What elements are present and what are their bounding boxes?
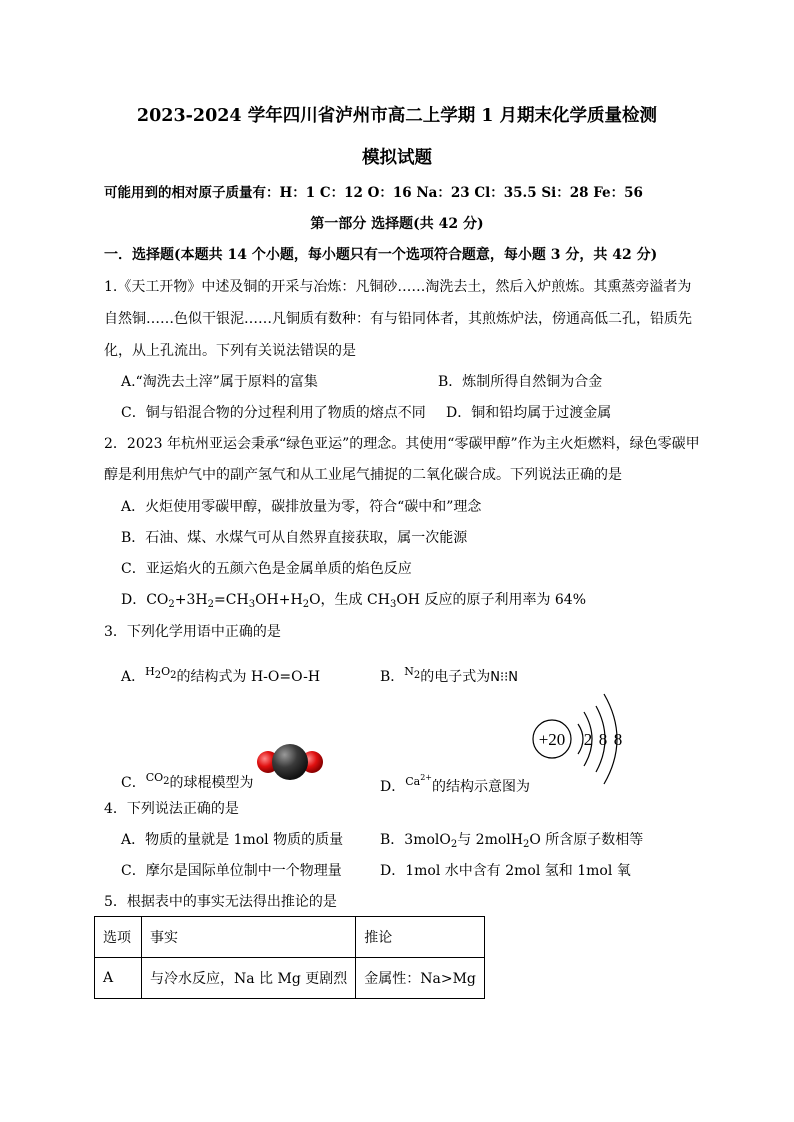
atomic-masses: 可能用到的相对原子质量有：H：1 C：12 O：16 Na：23 Cl：35.5 Si：28 Fe：56: [104, 185, 643, 201]
q4-option-d: D．1mol 水中含有 2mol 氢和 1mol 氧: [380, 863, 631, 879]
table-header-fact: 事实: [142, 917, 356, 958]
q2-option-a: A．火炬使用零碳甲醇，碳排放量为零，符合“碳中和”理念: [121, 499, 482, 515]
section-heading: 一．选择题(本题共 14 个小题，每小题只有一个选项符合题意，每小题 3 分，共 42 分): [104, 247, 658, 263]
q3-option-d: D．$^{Ca^{2+}}$的结构示意图为: [380, 773, 531, 795]
q4-option-c: C．摩尔是国际单位制中一个物理量: [121, 863, 342, 879]
table-header-option: 选项: [95, 917, 142, 958]
n2-electron-formula: N⁝⁝N: [490, 670, 519, 685]
q1-option-a: A.“淘洗去土滓”属于原料的富集: [121, 374, 318, 390]
table-header-row: [95, 917, 485, 958]
q1-stem-line2: 自然铜……色似干银泥……凡铜质有数种：有与铅同体者，其煎炼炉法，傍通高低二孔，铅质先: [104, 311, 692, 327]
co2-ball-stick-model-icon: [256, 742, 324, 782]
exam-title: 2023-2024 学年四川省泸州市高二上学期 1 月期末化学质量检测: [136, 106, 658, 126]
q5-stem: 5．根据表中的事实无法得出推论的是: [104, 894, 337, 910]
q3-option-c: C．$^{CO2}$的球棍模型为: [121, 771, 254, 791]
q2-stem-line1: 2．2023 年杭州亚运会秉承“绿色亚运”的理念。其使用“零碳甲醇”作为主火炬燃料，绿色零碳甲: [104, 436, 700, 452]
exam-subtitle: 模拟试题: [362, 148, 432, 168]
nucleus-charge: +20: [538, 730, 566, 749]
q5-table: [94, 916, 485, 999]
table-header-inference: 推论: [356, 917, 485, 958]
shell-electrons-1: 2: [583, 730, 593, 749]
table-row: [95, 958, 485, 999]
shell-arc-1: [578, 724, 583, 754]
shell-electrons-3: 8: [613, 730, 623, 749]
q1-stem-line3: 化，从上孔流出。下列有关说法错误的是: [104, 343, 356, 359]
q3-stem: 3．下列化学用语中正确的是: [104, 624, 281, 640]
q3-option-a: A．$^{H2O2}$的结构式为 H-O=O-H: [121, 665, 321, 685]
table-cell-fact: 与冷水反应，Na 比 Mg 更剧烈: [142, 958, 356, 999]
shell-electrons-2: 8: [598, 730, 608, 749]
q4-stem: 4．下列说法正确的是: [104, 801, 239, 817]
q3-option-b: B．$^{N2}$的电子式为N⁝⁝N: [380, 665, 519, 685]
q1-option-d: D．铜和铅均属于过渡金属: [446, 405, 612, 421]
q2-option-d: D．$CO_2+3H_2=CH_3OH+H_2O$，生成 $CH_3OH$ 反应的原子利用率为 64%: [121, 592, 587, 610]
table-cell-option: A: [95, 958, 142, 999]
ca-ion-structure-diagram-icon: [530, 690, 640, 786]
q2-stem-line2: 醇是利用焦炉气中的副产氢气和从工业尾气捕捉的二氧化碳合成。下列说法正确的是: [104, 467, 622, 483]
q2-option-b: B．石油、煤、水煤气可从自然界直接获取，属一次能源: [121, 530, 468, 546]
q4-option-b: B．3molO$_2$与 2molH$_2$O 所含原子数相等: [380, 832, 644, 850]
q2-option-c: C．亚运焰火的五颜六色是金属单质的焰色反应: [121, 561, 412, 577]
part-heading: 第一部分 选择题(共 42 分): [310, 216, 484, 232]
carbon-atom: [272, 744, 308, 780]
q1-option-c: C．铜与铅混合物的分过程利用了物质的熔点不同: [121, 405, 426, 421]
q1-option-b: B．炼制所得自然铜为合金: [438, 374, 603, 390]
table-cell-inference: 金属性：Na>Mg: [356, 958, 485, 999]
q4-option-a: A．物质的量就是 1mol 物质的质量: [121, 832, 344, 848]
q1-stem-line1: 1.《天工开物》中述及铜的开采与冶炼：凡铜砂……淘洗去土，然后入炉煎炼。其熏蒸旁溢者为: [104, 279, 692, 295]
